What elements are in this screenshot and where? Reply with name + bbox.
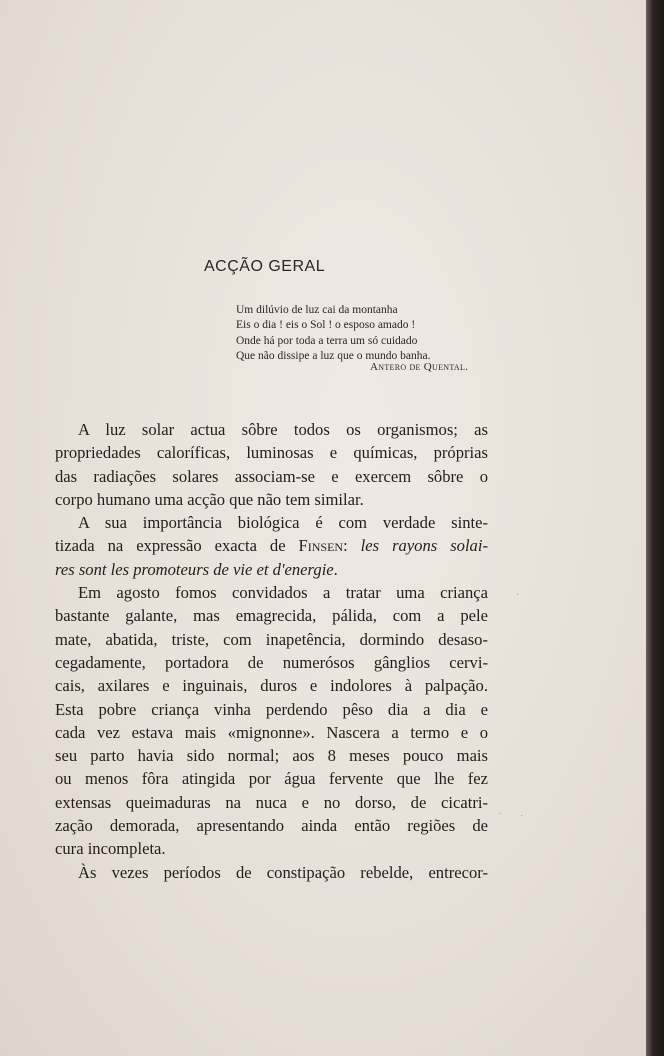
text-line: das radiações solares associam-se e exercem sôbre o — [55, 466, 488, 486]
text-line: A sua importância biológica é com verdade sinte- — [78, 513, 488, 533]
text-line: extensas queimaduras na nuca e no dorso, de cicatri- — [55, 792, 488, 812]
text-line: zação demorada, apresentando ainda então regiões de — [55, 816, 488, 836]
paper-speck: · — [520, 810, 524, 821]
epigraph-line: Onde há por toda a terra um só cuidado — [236, 334, 418, 347]
epigraph-line: Que não dissipe a luz que o mundo banha. — [236, 349, 431, 362]
section-heading: ACÇÃO GERAL — [204, 258, 326, 275]
text-run: tizada na expressão exacta de — [55, 536, 299, 556]
text-run: : — [343, 536, 361, 556]
book-edge — [646, 0, 664, 1056]
epigraph-line: Um dilúvio de luz cai da montanha — [236, 304, 398, 316]
text-line: A luz solar actua sôbre todos os organismos; as — [78, 420, 488, 439]
quote-text: les rayons solai- — [360, 536, 488, 556]
text-line: ou menos fôra atingida por água fervente que lhe fez — [55, 769, 488, 789]
text-line: cura incompleta. — [55, 839, 166, 859]
text-line: cada vez estava mais «mignonne». Nascera a termo e o — [55, 722, 488, 742]
text-line: corpo humano uma acção que não tem similar. — [55, 489, 364, 509]
text-line: seu parto havia sido normal; aos 8 meses pouco mais — [55, 746, 488, 766]
text-run: . — [333, 559, 338, 579]
text-line: Às vezes períodos de constipação rebelde, entrecor- — [78, 862, 488, 882]
epigraph-author: Antero de Quental. — [370, 361, 469, 373]
epigraph-poem — [236, 303, 436, 364]
body-text — [55, 418, 488, 884]
epigraph-line: Eis o dia ! eis o Sol ! o esposo amado ! — [236, 319, 416, 332]
quote-text: res sont les promoteurs de vie et d'energie — [55, 559, 334, 579]
paper-speck: · — [516, 589, 520, 600]
text-line — [55, 558, 488, 581]
text-line: cegadamente, portadora de numerósos gânglios cervi- — [55, 652, 488, 672]
text-line: bastante galante, mas emagrecida, pálida, com a pele — [55, 606, 488, 626]
text-line — [55, 534, 488, 557]
text-line: cais, axilares e inguinais, duros e indolores à palpação. — [55, 676, 488, 696]
text-line: mate, abatida, triste, com inapetência, dormindo desaso- — [55, 629, 488, 649]
text-line: propriedades caloríficas, luminosas e químicas, próprias — [55, 443, 488, 463]
paper-speck: · — [498, 808, 502, 819]
author-name: Finsen — [298, 536, 344, 556]
text-line: Em agosto fomos convidados a tratar uma criança — [78, 583, 488, 603]
text-line: Esta pobre criança vinha perdendo pêso dia a dia e — [55, 699, 488, 719]
